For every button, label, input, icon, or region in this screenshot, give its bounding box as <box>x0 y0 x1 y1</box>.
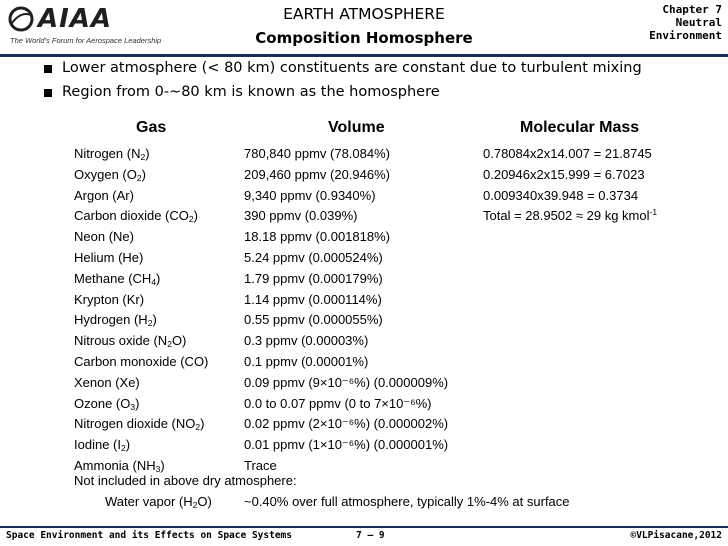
gas-volume: 0.02 ppmv (2×10⁻⁶%) (0.000002%) <box>244 416 449 432</box>
water-vapor-volume: ~0.40% over full atmosphere, typically 1%-4% at surface <box>244 494 570 509</box>
gas-name: Oxygen $(O_2)$ <box>74 166 146 183</box>
chapter-line: Environment <box>649 29 722 42</box>
gas-volume: 18.18 ppmv (0.001818%) <box>244 229 390 245</box>
dry-atmosphere-note: Not included in above dry atmosphere: <box>74 473 297 488</box>
gas-volume: 1.14 ppmv (0.000114%) <box>244 291 382 307</box>
gas-name: Neon (Ne) <box>74 229 134 245</box>
mass-column <box>483 144 657 227</box>
gas-volume: 209,460 ppmv (20.946%) <box>244 166 390 182</box>
gas-name: Carbon dioxide $(CO_2)$ <box>74 208 198 225</box>
mass-total-text: Total = 28.9502 ≈ 29 kg kmol <box>483 208 650 224</box>
bullet-square-icon <box>44 65 52 73</box>
volume-column <box>244 144 448 477</box>
mass-line: 0.78084x2x14.007 = 21.8745 <box>483 146 652 161</box>
gas-volume: 0.1 ppmv (0.00001%) <box>244 353 369 369</box>
gas-name: Argon (Ar) <box>74 187 134 203</box>
gas-name: Nitrous oxide $(N_2O)$ <box>74 333 187 350</box>
gas-volume: 0.3 ppmv (0.00003%) <box>244 333 369 349</box>
column-header-gas: Gas <box>136 119 167 136</box>
gas-volume: 1.79 ppmv (0.000179%) <box>244 270 383 286</box>
chapter-line: Neutral <box>675 16 722 29</box>
gas-volume: Trace <box>244 457 277 473</box>
gas-volume: 5.24 ppmv (0.000524%) <box>244 249 383 265</box>
footer-divider <box>0 526 728 528</box>
gas-column <box>74 144 208 477</box>
header-divider <box>0 54 728 57</box>
gas-name: Krypton (Kr) <box>74 291 145 307</box>
mass-total <box>483 206 657 227</box>
mass-total-exponent: -1 <box>649 207 658 218</box>
water-vapor-name: Water vapor $(H_2O)$ <box>105 494 212 510</box>
gas-name: Hydrogen $(H_2)$ <box>74 312 157 329</box>
bullet-square-icon <box>44 89 52 97</box>
gas-volume: 0.55 ppmv (0.000055%) <box>244 312 383 328</box>
footer-copyright: ©VLPisacane,2012 <box>630 530 722 541</box>
gas-name: Ammonia $(NH_3)$ <box>74 457 165 474</box>
mass-line: 0.009340x39.948 = 0.3734 <box>483 187 639 203</box>
slide-title: EARTH ATMOSPHERE <box>283 5 445 23</box>
page-number: 7 – 9 <box>356 530 385 541</box>
logo-tagline: The World's Forum for Aerospace Leadership <box>10 36 162 45</box>
chapter-label <box>649 3 722 42</box>
gas-name: Methane $(CH_4)$ <box>74 270 161 287</box>
bullet-text: Lower atmosphere (< 80 km) constituents are constant due to turbulent mixing <box>62 60 642 76</box>
mass-line: 0.20946x2x15.999 = 6.7023 <box>483 166 645 182</box>
aiaa-logo <box>8 6 178 48</box>
gas-name: Xenon (Xe) <box>74 374 140 390</box>
footer-course: Space Environment and its Effects on Space Systems <box>6 530 292 541</box>
slide-subtitle: Composition Homosphere <box>255 29 473 47</box>
gas-name: Helium (He) <box>74 249 144 265</box>
water-vapor-row <box>105 494 570 510</box>
column-header-volume: Volume <box>328 119 385 136</box>
gas-name: Iodine $(I_2)$ <box>74 437 131 454</box>
gas-volume: 390 ppmv (0.039%) <box>244 208 358 224</box>
slide-header <box>0 0 728 52</box>
gas-name: Nitrogen $(N_2)$ <box>74 146 150 162</box>
bullet-text: Region from 0-~80 km is known as the homosphere <box>62 84 440 100</box>
chapter-line: Chapter 7 <box>662 3 722 16</box>
logo-text: AIAA <box>38 4 113 34</box>
gas-volume: 780,840 ppmv (78.084%) <box>244 146 390 161</box>
column-header-mass: Molecular Mass <box>520 119 640 136</box>
gas-volume: 0.09 ppmv (9×10⁻⁶%) (0.000009%) <box>244 374 449 390</box>
gas-name: Nitrogen dioxide $(NO_2)$ <box>74 416 205 433</box>
gas-volume: 0.01 ppmv (1×10⁻⁶%) (0.000001%) <box>244 437 449 453</box>
gas-name: Carbon monoxide (CO) <box>74 353 209 369</box>
gas-volume: 9,340 ppmv (0.9340%) <box>244 187 376 203</box>
gas-volume: 0.0 to 0.07 ppmv (0 to 7×10⁻⁶%) <box>244 395 432 411</box>
gas-name: Ozone $(O_3)$ <box>74 395 140 412</box>
globe-icon <box>8 6 34 32</box>
